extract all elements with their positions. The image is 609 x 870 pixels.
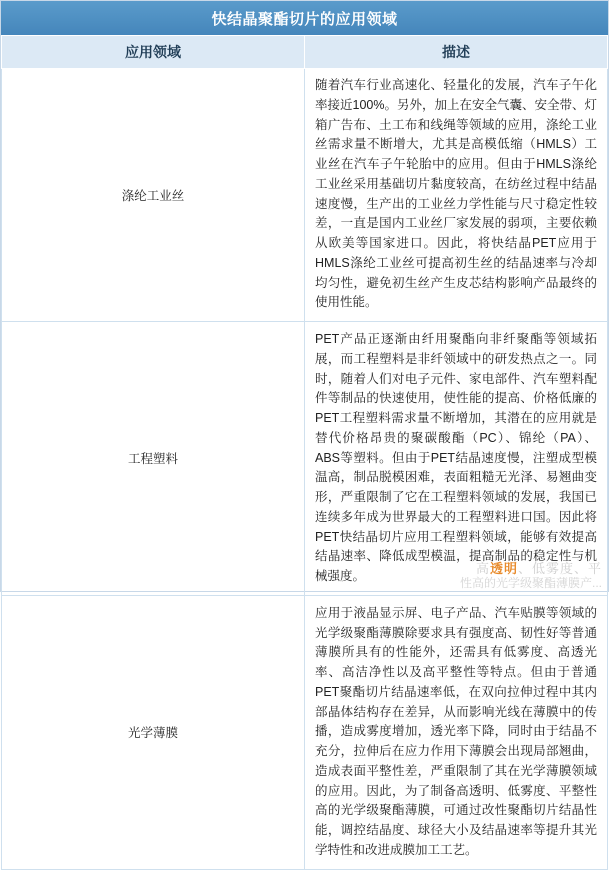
watermark-text-right: 、低雾度、平 (517, 561, 602, 576)
column-header-description: 描述 (305, 36, 608, 69)
cell-category: 涤纶工业丝 (2, 69, 305, 322)
table-row (2, 595, 608, 869)
application-fields-table (1, 36, 608, 870)
table-header-row (2, 36, 608, 69)
cell-description (305, 322, 608, 596)
table-row (2, 69, 608, 322)
cell-description (305, 595, 608, 869)
cell-category: 工程塑料 (2, 322, 305, 596)
description-text: 应用于液晶显示屏、电子产品、汽车贴膜等领域的光学级聚酯薄膜除要求具有强度高、韧性好等普通薄膜所具有的性能外，还需具有低雾度、高透光率、高洁净性以及高平整性等特点。但由于普通PET聚酯切片结晶速率低，在双向拉伸过程中其内部晶体结构存在差异，从而影响光线在薄膜中的传播，造成雾度增加，透光率下降，同时由于结晶不充分，拉伸后在应力作用下薄膜会出现局部翘曲，造成表面平整性差，严重限制了其在光学薄膜领域的应用。因此，为了制备高透明、低雾度、平整性高的光学级聚酯薄膜，可通过改性聚酯切片结晶性能，调控结晶度、球径大小及结晶速率等提升其光学特性和改进成膜加工工艺。 (315, 605, 597, 857)
watermark-text-left: 高 (475, 561, 490, 576)
page-title: 快结晶聚酯切片的应用领域 (1, 1, 608, 36)
description-text: 随着汽车行业高速化、轻量化的发展，汽车子午化率接近100%。另外，加上在安全气囊、安全带、灯箱广告布、土工布和线绳等领域的应用，涤纶工业丝需求量不断增大，尤其是高模低缩（HMLS）工业丝在汽车子午轮胎中的应用。但由于HMLS涤纶工业丝采用基础切片黏度较高，在纺丝过程中结晶速度慢，生产出的工业丝力学性能与尺寸稳定性较差，一直是国内工业丝厂家发展的弱项，主要依赖从欧美等国家进口。因此，将快结晶PET应用于HMLS涤纶工业丝可提高初生丝的结晶速率与冷却均匀性，避免初生丝产生皮芯结构影响产品最终的使用性能。 (315, 78, 597, 310)
watermark-text-second-line: 性高的光学级聚酯薄膜产... (459, 576, 602, 590)
cell-category: 光学薄膜 (2, 595, 305, 869)
column-header-application-field: 应用领域 (2, 36, 305, 69)
description-text: PET产品正逐渐由纤用聚酯向非纤聚酯等领域拓展，而工程塑料是非纤领域中的研发热点之一。同时，随着人们对电子元件、家电部件、汽车塑料配件等制品的快速使用，使性能的提高、价格低廉的PET工程塑料需求量不断增加，其潜在的应用就是替代价格昂贵的聚碳酸酯（PC）、锦纶（PA）、ABS等塑料。但由于PET结晶速度慢，注塑成型模温高，制品脱模困难，表面粗糙无光泽、易翘曲变形，严重限制了它在工程塑料领域的发展，我国已连续多年成为世界最大的工程塑料进口国。因此将PET快结晶切片应用工程塑料领域，能够有效提高结晶速率、降低成型模温，提高制品的稳定性与机械强度。 (315, 332, 597, 583)
watermark-text-highlight: 透明 (489, 561, 518, 576)
table-row (2, 322, 608, 596)
cell-description (305, 69, 608, 322)
